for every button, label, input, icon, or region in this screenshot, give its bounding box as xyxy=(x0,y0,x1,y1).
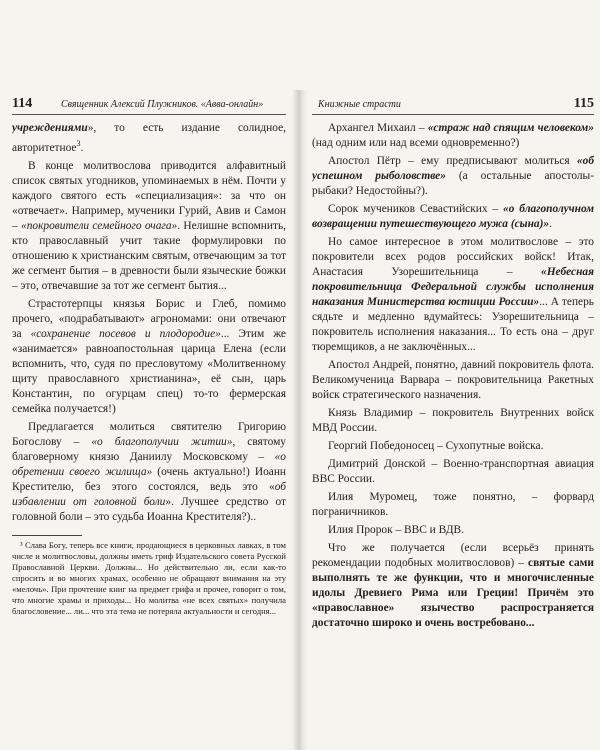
page-number-right: 115 xyxy=(573,96,594,111)
paragraph: учреждениями», то есть издание солидное, авторитетное$^3$. xyxy=(12,122,286,154)
paragraph: Страстотерпцы князья Борис и Глеб, помимо прочего, «подрабатывают» агрономами: они отвечают за «сохранение посевов и плодородие»... Этим же «занимается» равноапостольная царица Елена (если вспомнить, что, судя по пресловутому «Молитвенному щиту православного христианина», её сын, царь Константин, по огурцам спец) то-то фермерская семейка получается!) xyxy=(12,297,286,415)
book-gutter xyxy=(292,90,308,750)
left-page xyxy=(12,96,286,736)
paragraph: В конце молитвослова приводится алфавитный список святых угодников, упоминаемых в нём. Почти у каждого святого есть «специализация»: за что он «отвечает». Например, мученики Гурий, Авив и Самон – «покровители семейного очага». Нелишне вспомнить, кто православный учит такие формулировки по отношению к христианским святым, отвечающим за тот же сегмент бытия – в древности были языческие божки – это, отвечавшие за тот же сегмент бытия... xyxy=(12,159,286,292)
left-header xyxy=(12,96,286,115)
footnote: ³ Слава Богу, теперь все книги, продающиеся в церковных лавках, в том числе и молитвословы, должны иметь гриф Издательского совета Русской Православной Церкви. Должны... Но действительно ли, если как-то спросить и во многих храмах, особенно не обращают внимания на эту «мелочь». При прочтение книг на предмет грифа и прочее, говорит о том, что многие храмы и приходы... Но молитва «не всех святых» получила благословение... ли... что эта тема не потеряла актуальности и сегодня... xyxy=(12,539,286,616)
right-page xyxy=(312,96,594,736)
running-head-right: Книжные страсти xyxy=(318,99,401,110)
paragraph: Апостол Пётр – ему предписывают молиться «об успешном рыболовстве» (а остальные апостолы-рыбаки? Недостойны?). xyxy=(312,155,594,197)
paragraph: Димитрий Донской – Военно-транспортная авиация ВВС России. xyxy=(312,458,594,485)
paragraph: Илия Муромец, тоже понятно, – форвард пограничников. xyxy=(312,491,594,518)
paragraph: Но самое интересное в этом молитвослове – это покровители всех родов российских войск! Итак, Анастасия Узорешительница – «Небесная покровительница Федеральной службы исполнения наказания Министерства юстиции России»... А теперь сядьте и медленно вдумайтесь: Узорешительница – покровитель исполнения наказания... То есть она – друг тюремщиков, а не заключённых... xyxy=(312,236,594,353)
footnote-separator xyxy=(12,535,82,536)
paragraph: Князь Владимир – покровитель Внутренних войск МВД России. xyxy=(312,407,594,434)
paragraph: Апостол Андрей, понятно, давний покровитель флота. Великомученица Варвара – покровительница Ракетных войск стратегического назначения. xyxy=(312,359,594,401)
paragraph: Сорок мучеников Севастийских – «о благополучном возвращении путешествующего мужа (сына)». xyxy=(312,203,594,230)
running-head-left: Священник Алексий Плужников. «Авва-онлайн» xyxy=(60,99,264,110)
right-header xyxy=(312,96,594,115)
page-number-left: 114 xyxy=(12,96,33,111)
paragraph: Архангел Михаил – «страж над спящим человеком» (над одним или над всеми одновременно?) xyxy=(312,122,594,149)
paragraph: Предлагается молиться святителю Григорию Богослову – «о благополучии житии», святому благоверному князю Даниилу Московскому – «о обретении своего жилища» (очень актуально!) Иоанн Крестителю, без этого состоялся, ведь это «об избавлении от головной боли». Лучшее средство от головной боли – это судьба Иоанна Крестителя?).. xyxy=(12,420,286,523)
paragraph: Илия Пророк – ВВС и ВДВ. xyxy=(328,524,464,536)
paragraph: Георгий Победоносец – Сухопутные войска. xyxy=(328,440,544,452)
paragraph: Что же получается (если всерьёз принять рекомендации подобных молитвословов) – святые сами выполнять те же функции, что и многочисленные идолы Древнего Рима или Греции! Причём это «православное» язычество распространяется достаточно широко и очень востребовано... xyxy=(312,542,594,629)
